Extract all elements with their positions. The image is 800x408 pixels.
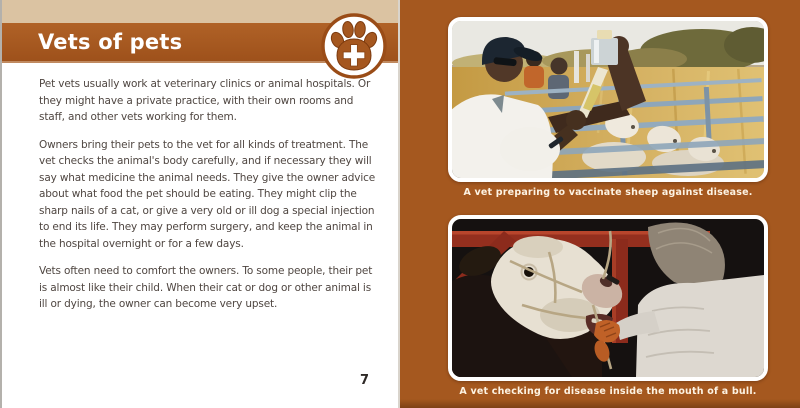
photo-vet-vaccinating-sheep: [448, 17, 768, 199]
page-title: Vets of pets: [38, 30, 183, 54]
paragraph-1: Pet vets usually work at veterinary clinics or animal hospitals. Or they might have a private practice, with their own rooms and staff, and other vets working for them.: [39, 78, 371, 123]
page-number: 7: [360, 373, 370, 388]
photo-frame: [448, 17, 768, 182]
photo-vet-checking-bull: [448, 215, 768, 398]
right-page: [400, 0, 800, 408]
paw-cross-icon: [320, 12, 388, 80]
paragraph-3: Vets often need to comfort the owners. To some people, their pet is almost like their child. When their cat or dog or other animal is ill or dying, the owner can become very upset.: [39, 265, 373, 310]
bull-examination-illustration: [452, 219, 764, 377]
photo-caption: A vet preparing to vaccinate sheep against disease.: [463, 187, 753, 198]
photo-frame: [448, 215, 768, 381]
body-text: [39, 76, 380, 324]
paragraph-2: Owners bring their pets to the vet for all kinds of treatment. The vet checks the animal's body carefully, and if necessary they will say what medicine the animal needs. They give the owner advice about what food the pet should be eating. They might clip the sharp nails of a cat, or give a very old or ill dog a special injection to end its life. They may perform surgery, and keep the animal in the hospital overnight or for a few days.: [39, 138, 376, 250]
photo-caption: A vet checking for disease inside the mouth of a bull.: [459, 386, 757, 397]
sheep-vaccination-illustration: [452, 21, 764, 178]
